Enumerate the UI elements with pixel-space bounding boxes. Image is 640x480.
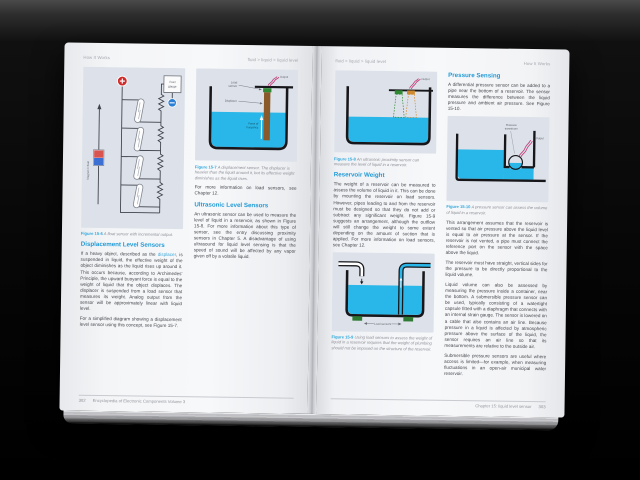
output-wires-icon: [519, 140, 532, 157]
liquid: [458, 150, 504, 180]
reed-switch-icon: [133, 155, 144, 180]
paragraph: A differential pressure sensor can be added to a pipe near the bottom of a reservoir. The sensor measures the difference between the liquid pressure and ambient air pressure. See Figure 15-10.: [447, 81, 551, 112]
heading-displacement-level-sensors: Displacement Level Sensors: [80, 240, 165, 250]
resistor-chain-icon: [157, 87, 164, 212]
figure-15-6-caption-label: Figure 15-6: [80, 231, 103, 237]
figure-15-6-caption: [81, 231, 183, 238]
book-spread: [59, 42, 569, 417]
right-page-columns: [331, 70, 551, 400]
reed-switch-icon: [134, 127, 145, 152]
paragraph: For more information on load sensors, see Chapter 12.: [194, 184, 297, 197]
pressure-sensor-diagram: [448, 119, 547, 199]
page-number: 302: [78, 397, 86, 403]
output-label: Output: [279, 75, 289, 79]
left-page-col1: [79, 67, 186, 396]
paragraph: Submersible pressure sensors are useful where access is limited—for example, when measuring fluctuations in an open-air municipal water reservoir.: [443, 352, 547, 377]
figure-15-10-caption-label: Figure 15-10: [446, 204, 471, 210]
support-bar-icon: [255, 87, 293, 88]
paragraph: [80, 251, 183, 313]
paragraph: The weight of a reservoir can be measured to assess the volume of liquid in it. This can be done by mounting the reservoir on load sensors. However, pipes leading to and from the reservoir must be designed so that they do not add or subtract any significant weight. Figure 15-9 suggests an arrangement, although the outflow will still change the weight to some extent depending on the amount of suction that is applied. For more information on load sensors, see Chapter 12.: [332, 181, 436, 248]
reed-switch-icon: [133, 184, 144, 209]
output-wires-icon: [409, 78, 420, 89]
liquid: [211, 112, 285, 148]
load-sensor-block: [263, 88, 271, 92]
leader-arrow: [510, 131, 515, 154]
figure-15-10-caption: [446, 204, 548, 216]
reed-switch-icon: [134, 98, 145, 123]
buoyancy-label-2: buoyancy: [246, 126, 259, 130]
load-sensors-label: Load sensors: [374, 321, 392, 327]
minus-terminal-icon: [168, 99, 177, 108]
book-title-footer: Encyclopedia of Electronic Components Volume 3: [92, 397, 186, 405]
header-breadcrumb: fluid > liquid > liquid level: [335, 58, 387, 64]
displacer-label: Displacer: [224, 98, 238, 103]
liquid: [348, 285, 422, 315]
load-sensor-reservoir-diagram: [334, 255, 433, 329]
float-sensor-circuit-diagram: [83, 70, 183, 226]
figure-15-7-caption-text: A displacement sensor. The displacer is heavier than the liquid around it, but its effective weight diminishes as the liquid rises.: [194, 164, 295, 181]
right-page-col1: [331, 70, 438, 399]
liquid-pipe: [503, 169, 533, 180]
pressure-transducer-label-2: transducer: [504, 127, 518, 132]
inline-term-link: displacer: [157, 252, 176, 258]
figure-15-7-panel: [195, 68, 298, 162]
figure-15-6-panel: [81, 67, 185, 229]
inflow-pipe-icon: [338, 264, 363, 285]
displacer-rod: [263, 92, 270, 140]
right-page-col2: [444, 72, 551, 401]
paragraph-text: , is suspended in liquid, the effective weight of the object diminishes as the liquid rises up around it. This occurs because, according to Archimedes' Principle, the upward buoyant force is equal to the weight of liquid that the object displaces. The displacer is suspended from a load sensor that measures its weight. Analog output from the sensor will be approximately linear with liquid level.: [79, 252, 183, 311]
page-right: [316, 46, 569, 417]
paragraph: Liquid volume can also be assessed by measuring the pressure inside a container, near the bottom. A submersible pressure sensor can be used, typically consisting of a watertight capsule fitted with a diaphragm that connects with an internal strain gauge. The sensor is lowered on a cable that also contains an air line. Because pressure in a liquid is affected by atmospheric pressure above the surface of the liquid, the sensor requires an air line so that its measurements are relative to the outside air.: [444, 282, 548, 349]
liquid: [348, 117, 428, 143]
figure-15-8-caption-label: Figure 15-8: [333, 156, 356, 162]
load-sensor-label-1: Load: [230, 80, 238, 85]
figure-15-7-caption-label: Figure 15-7: [194, 164, 217, 170]
ultrasonic-cone-icon: [406, 94, 417, 117]
page-left: [59, 42, 312, 413]
fuel-gauge-box: [164, 76, 181, 93]
buoyancy-label-1: Force of: [248, 122, 259, 126]
chapter-footer: Chapter 15: liquid level sensor: [475, 403, 532, 410]
paragraph: For a simplified diagram showing a displacement level sensor using this concept, see Figure 15-7.: [79, 315, 182, 329]
output-label: Output: [421, 77, 430, 82]
figure-15-10-caption-text: A pressure sensor can assess the volume of liquid in a reservoir.: [446, 204, 548, 216]
figure-15-9-caption: [331, 334, 433, 352]
heading-reservoir-weight: Reservoir Weight: [333, 171, 385, 180]
figure-15-10-panel: [446, 116, 549, 202]
magnet-float-label: Magnet in float: [85, 160, 91, 180]
left-page-col2: [192, 68, 299, 397]
figure-15-9-panel: [332, 252, 435, 332]
running-header-right-page: [335, 58, 550, 66]
figure-15-6-caption-text: A float sensor with incremental output.: [103, 231, 174, 238]
output-wires-icon: [268, 76, 279, 86]
left-page-columns: [79, 67, 299, 397]
load-sensor-foot: [352, 316, 362, 321]
circuit-wires-icon: [120, 84, 172, 214]
ultrasonic-sensor-orange: [407, 90, 415, 94]
header-section-title: How It Works: [83, 54, 111, 61]
header-breadcrumb: fluid > liquid > liquid level: [247, 57, 299, 63]
figure-15-9-caption-text: Using load sensors to assess the weight of liquid in a reservoir requires that the weight of plumbing should not be imposed on the structure of the reservoir.: [331, 334, 433, 352]
fuel-gauge-label-1: Fuel: [169, 80, 176, 85]
page-footer-left: [79, 394, 294, 406]
figure-15-7-caption: [195, 164, 297, 182]
ultrasonic-cone-icon: [393, 94, 404, 117]
paragraph: This arrangement assumes that the reservoir is vented so that air pressure above the liquid level is equal to air pressure at the sensor. If the reservoir is not vented, a pipe must connect the reference port on the sensor with the space above the liquid.: [445, 219, 549, 256]
ultrasonic-sensor-green: [395, 90, 403, 94]
page-footer-right: [331, 398, 546, 410]
paragraph: The reservoir must have straight, vertical sides for the pressure to be directly proportional to the liquid volume.: [445, 259, 548, 278]
plus-terminal-icon: [117, 76, 127, 86]
heading-pressure-sensing: Pressure Sensing: [448, 71, 501, 80]
displacement-sensor-diagram: [197, 71, 296, 159]
running-header-left-page: [83, 55, 298, 63]
figure-15-8-panel: [334, 70, 437, 154]
heading-ultrasonic-level-sensors: Ultrasonic Level Sensors: [194, 200, 269, 209]
paragraph: An ultrasonic sensor can be used to measure the level of liquid in a reservoir, as shown in Figure 15-8. For more information about this type of sensor, see the entry discussing proximity sensors in Chapter 5. A disadvantage of using ultrasound for liquid level sensing is that the speed of sound will be affected by any vapor given off by a volatile liquid.: [193, 210, 297, 260]
magnet-float-icon: [93, 150, 104, 166]
header-section-title: How It Works: [523, 60, 551, 67]
load-sensor-foot: [403, 317, 413, 322]
ultrasonic-sensor-diagram: [336, 73, 435, 151]
page-number: 303: [538, 404, 546, 410]
pressure-transducer-label-1: Pressure: [505, 124, 517, 128]
figure-15-9-caption-label: Figure 15-9: [331, 334, 354, 340]
figure-15-8-caption-text: An ultrasonic proximity sensor can measure the level of liquid in a reservoir.: [333, 156, 420, 168]
fuel-gauge-label-2: gauge: [168, 84, 177, 89]
leader-arrow: [238, 101, 262, 104]
output-label: Output: [535, 137, 544, 141]
load-sensor-label-2: sensor: [228, 83, 238, 88]
figure-15-8-caption: [334, 156, 436, 168]
paragraph-text: If a heavy object, described as the: [80, 251, 158, 258]
